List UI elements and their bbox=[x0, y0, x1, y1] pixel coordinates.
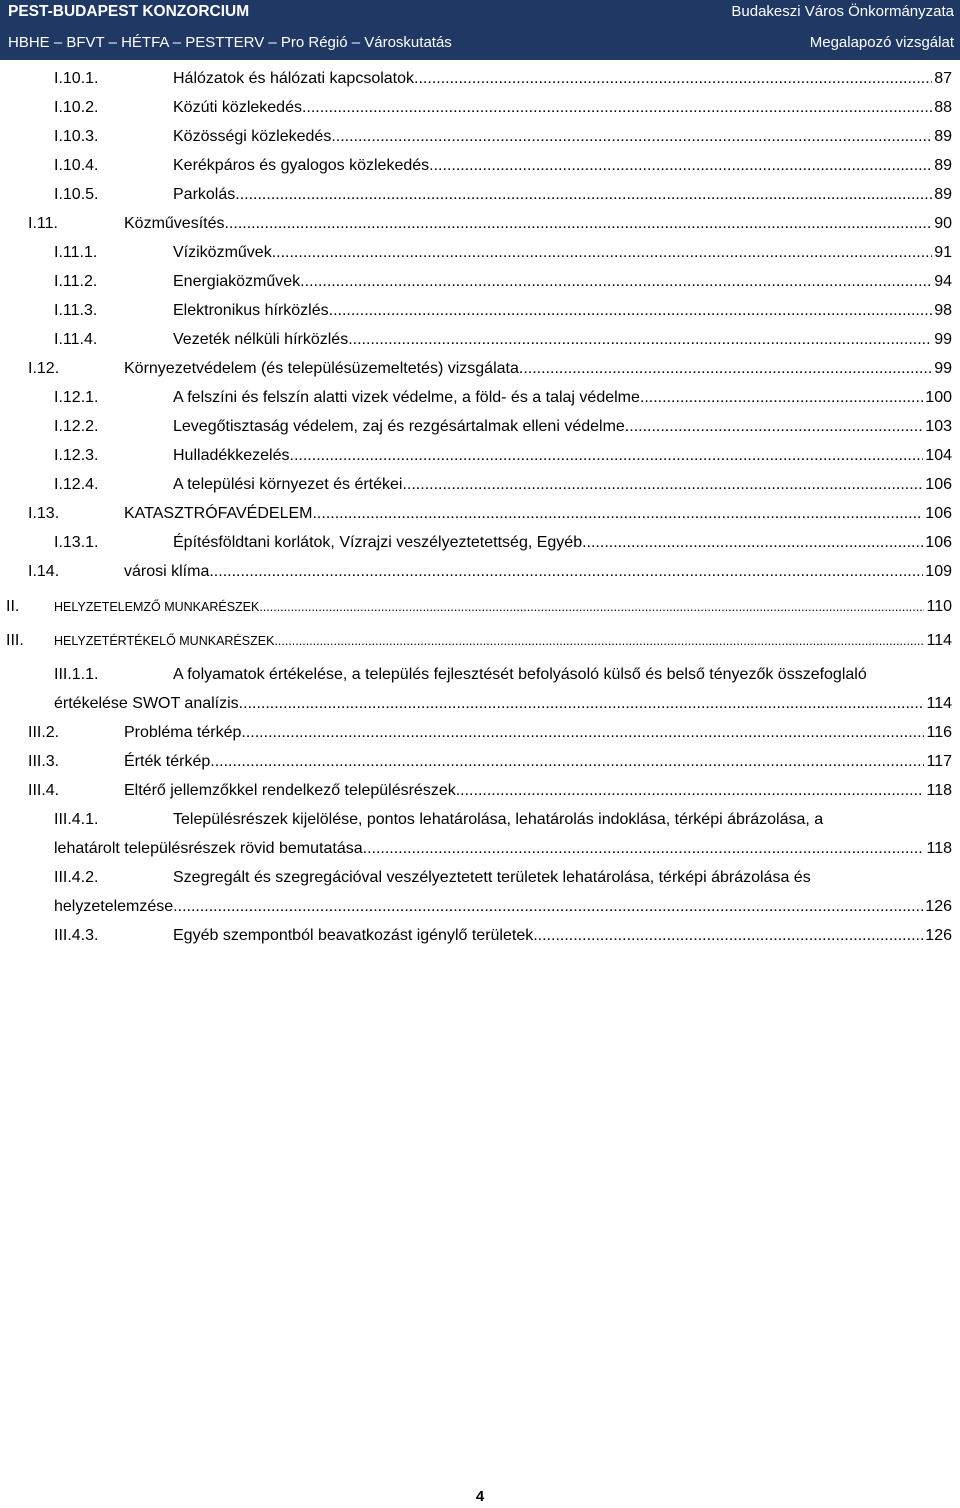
toc-leader-dots bbox=[429, 155, 932, 177]
toc-entry-page: 98 bbox=[934, 302, 952, 319]
toc-entry-number: I.10.5. bbox=[54, 186, 99, 203]
toc-entry-page: 91 bbox=[934, 244, 952, 261]
toc-entry-number: I.13.1. bbox=[54, 534, 99, 551]
toc-entry-page: 104 bbox=[925, 447, 952, 464]
toc-entry-title: HELYZETELEMZŐ MUNKARÉSZEK bbox=[54, 600, 260, 614]
toc-entry-number: III.4. bbox=[28, 782, 60, 799]
toc-entry-title: HELYZETÉRTÉKELŐ MUNKARÉSZEK bbox=[54, 634, 275, 648]
toc-entry-number: III.4.2. bbox=[54, 869, 99, 886]
toc-entry-page: 109 bbox=[925, 563, 952, 580]
toc-entry-page: 90 bbox=[934, 215, 952, 232]
toc-leader-dots bbox=[625, 416, 924, 438]
toc-entry-title: Hálózatok és hálózati kapcsolatok bbox=[173, 70, 415, 87]
toc-entry-number: I.13. bbox=[28, 505, 60, 522]
toc-leader-dots bbox=[312, 503, 923, 525]
toc-entry-title: Víziközművek bbox=[173, 244, 272, 261]
toc-entry-title: értékelése SWOT analízis bbox=[54, 695, 239, 712]
toc-leader-dots bbox=[363, 838, 925, 860]
toc-entry-title: Kerékpáros és gyalogos közlekedés bbox=[173, 157, 430, 174]
toc-entry-page: 89 bbox=[934, 186, 952, 203]
toc-entry[interactable] bbox=[54, 68, 952, 90]
toc-entry-number: I.12.3. bbox=[54, 447, 99, 464]
toc-entry[interactable] bbox=[54, 97, 952, 119]
toc-entry-number: I.12.4. bbox=[54, 476, 99, 493]
toc-entry-page: 110 bbox=[926, 598, 952, 615]
toc-entry-title: helyzetelemzése bbox=[54, 898, 174, 915]
toc-leader-dots bbox=[302, 97, 932, 119]
toc-entry[interactable] bbox=[54, 271, 952, 293]
toc-entry[interactable] bbox=[54, 838, 952, 860]
toc-entry-number: III.2. bbox=[28, 724, 60, 741]
toc-entry-page: 118 bbox=[926, 782, 952, 799]
toc-entry-number: III.4.1. bbox=[54, 811, 99, 828]
toc-leader-dots bbox=[259, 596, 924, 618]
client-name: Budakeszi Város Önkormányzata bbox=[731, 3, 954, 20]
toc-entry[interactable] bbox=[54, 693, 952, 715]
toc-entry-number: I.12. bbox=[28, 360, 60, 377]
toc-entry-title-line1: A folyamatok értékelése, a település fejlesztését befolyásoló külső és belső tényezők összefoglaló bbox=[173, 666, 867, 683]
toc-leader-dots bbox=[402, 474, 923, 496]
toc-entry-page: 99 bbox=[934, 360, 952, 377]
toc-entry-title: Egyéb szempontból beavatkozást igénylő területek bbox=[173, 927, 534, 944]
toc-entry-title: Érték térkép bbox=[124, 753, 211, 770]
toc-leader-dots bbox=[582, 532, 923, 554]
toc-leader-dots bbox=[456, 780, 925, 802]
toc-leader-dots bbox=[329, 300, 933, 322]
toc-entry-page: 106 bbox=[925, 505, 952, 522]
toc-entry-number: I.10.2. bbox=[54, 99, 99, 116]
toc-entry-title: Közúti közlekedés bbox=[173, 99, 302, 116]
toc-entry[interactable] bbox=[54, 126, 952, 148]
toc-leader-dots bbox=[331, 126, 932, 148]
toc-entry-title: lehatárolt településrészek rövid bemutatása bbox=[54, 840, 363, 857]
toc-entry-title: Parkolás bbox=[173, 186, 236, 203]
toc-entry-number: I.10.4. bbox=[54, 157, 99, 174]
toc-entry-title: Vezeték nélküli hírközlés bbox=[173, 331, 349, 348]
toc-leader-dots bbox=[300, 271, 932, 293]
toc-entry[interactable] bbox=[54, 155, 952, 177]
toc-entry-number: III.4.3. bbox=[54, 927, 99, 944]
toc-leader-dots bbox=[209, 561, 923, 583]
toc-entry[interactable] bbox=[54, 896, 952, 918]
toc-entry-page: 100 bbox=[925, 389, 952, 406]
toc-entry-page: 106 bbox=[925, 476, 952, 493]
toc-entry[interactable] bbox=[28, 213, 952, 235]
toc-entry-number: I.10.3. bbox=[54, 128, 99, 145]
document-title: Megalapozó vizsgálat bbox=[809, 34, 954, 51]
toc-leader-dots bbox=[235, 184, 932, 206]
toc-entry-page: 126 bbox=[925, 898, 952, 915]
toc-entry-page: 118 bbox=[926, 840, 952, 857]
toc-entry-number: I.11.3. bbox=[54, 302, 98, 319]
toc-entry-page: 103 bbox=[925, 418, 952, 435]
toc-entry-number: I.10.1. bbox=[54, 70, 99, 87]
toc-leader-dots bbox=[519, 358, 932, 380]
toc-entry[interactable] bbox=[54, 925, 952, 947]
toc-entry[interactable] bbox=[54, 329, 952, 351]
toc-entry-title: Építésföldtani korlátok, Vízrajzi veszélyeztetettség, Egyéb bbox=[173, 534, 583, 551]
toc-leader-dots bbox=[173, 896, 923, 918]
toc-entry-page: 114 bbox=[926, 632, 952, 649]
toc-leader-dots bbox=[640, 387, 923, 409]
toc-entry[interactable] bbox=[54, 474, 952, 496]
toc-leader-dots bbox=[210, 751, 924, 773]
toc-entry[interactable] bbox=[54, 184, 952, 206]
toc-entry-page: 114 bbox=[926, 695, 952, 712]
toc-leader-dots bbox=[348, 329, 932, 351]
toc-entry-number: I.11. bbox=[28, 215, 58, 232]
toc-entry-number: I.11.4. bbox=[54, 331, 98, 348]
toc-entry-page: 87 bbox=[934, 70, 952, 87]
toc-entry-page: 116 bbox=[926, 724, 952, 741]
page-number: 4 bbox=[475, 1488, 485, 1505]
toc-entry-page: 126 bbox=[925, 927, 952, 944]
toc-entry-title: Levegőtisztaság védelem, zaj és rezgésártalmak elleni védelme bbox=[173, 418, 625, 435]
toc-entry[interactable] bbox=[28, 503, 952, 525]
toc-entry-page: 89 bbox=[934, 157, 952, 174]
toc-leader-dots bbox=[272, 242, 933, 264]
toc-entry-number: I.12.2. bbox=[54, 418, 99, 435]
toc-entry-number: I.14. bbox=[28, 563, 60, 580]
toc-entry-page: 88 bbox=[934, 99, 952, 116]
toc-entry[interactable] bbox=[28, 561, 952, 583]
toc-entry-title-line1: Településrészek kijelölése, pontos lehatárolása, lehatárolás indoklása, térképi ábrázolása, a bbox=[173, 811, 824, 828]
toc-entry-title: Hulladékkezelés bbox=[173, 447, 290, 464]
toc-entry-number: III. bbox=[6, 632, 24, 649]
toc-entry[interactable] bbox=[28, 780, 952, 802]
toc-entry[interactable] bbox=[54, 532, 952, 554]
toc-entry-page: 89 bbox=[934, 128, 952, 145]
consortium-name: PEST-BUDAPEST KONZORCIUM bbox=[8, 3, 250, 20]
toc-entry-page: 99 bbox=[934, 331, 952, 348]
toc-entry-title: KATASZTRÓFAVÉDELEM bbox=[124, 505, 313, 522]
toc-entry-page: 117 bbox=[926, 753, 952, 770]
toc-entry-title: városi klíma bbox=[124, 563, 210, 580]
toc-entry[interactable] bbox=[54, 242, 952, 264]
toc-entry[interactable] bbox=[28, 358, 952, 380]
toc-entry-number: I.11.2. bbox=[54, 273, 98, 290]
toc-entry-title: Energiaközművek bbox=[173, 273, 301, 290]
toc-leader-dots bbox=[533, 925, 923, 947]
toc-entry[interactable] bbox=[54, 416, 952, 438]
toc-leader-dots bbox=[239, 693, 925, 715]
toc-entry-title: Közösségi közlekedés bbox=[173, 128, 332, 145]
toc-leader-dots bbox=[290, 445, 924, 467]
toc-entry[interactable] bbox=[54, 445, 952, 467]
toc-leader-dots bbox=[274, 630, 924, 652]
toc-entry[interactable] bbox=[28, 751, 952, 773]
toc-entry[interactable] bbox=[6, 596, 952, 618]
consortium-members: HBHE – BFVT – HÉTFA – PESTTERV – Pro Régió – Városkutatás bbox=[8, 34, 452, 51]
toc-entry-title: Eltérő jellemzőkkel rendelkező településrészek bbox=[124, 782, 456, 799]
toc-leader-dots bbox=[241, 722, 924, 744]
toc-entry[interactable] bbox=[6, 630, 952, 652]
toc-entry-number: II. bbox=[6, 598, 20, 615]
toc-entry[interactable] bbox=[54, 300, 952, 322]
toc-entry-number: I.11.1. bbox=[54, 244, 98, 261]
toc-entry-title: Környezetvédelem (és településüzemeltetés) vizsgálata bbox=[124, 360, 519, 377]
toc-entry-title-line1: Szegregált és szegregációval veszélyeztetett területek lehatárolása, térképi ábrázolása és bbox=[173, 869, 811, 886]
page-header bbox=[0, 0, 960, 60]
toc-entry-title: A települési környezet és értékei bbox=[173, 476, 403, 493]
toc-entry-title: Probléma térkép bbox=[124, 724, 242, 741]
toc-entry-title: A felszíni és felszín alatti vizek védelme, a föld- és a talaj védelme bbox=[173, 389, 640, 406]
toc-entry-page: 94 bbox=[934, 273, 952, 290]
toc-entry-number: III.1.1. bbox=[54, 666, 99, 683]
toc-entry-number: I.12.1. bbox=[54, 389, 99, 406]
toc-entry-number: III.3. bbox=[28, 753, 60, 770]
toc-entry[interactable] bbox=[28, 722, 952, 744]
toc-entry-title: Elektronikus hírközlés bbox=[173, 302, 329, 319]
toc-leader-dots bbox=[414, 68, 932, 90]
toc-entry-page: 106 bbox=[925, 534, 952, 551]
toc-entry-title: Közművesítés bbox=[124, 215, 225, 232]
toc-entry[interactable] bbox=[54, 387, 952, 409]
toc-leader-dots bbox=[224, 213, 932, 235]
